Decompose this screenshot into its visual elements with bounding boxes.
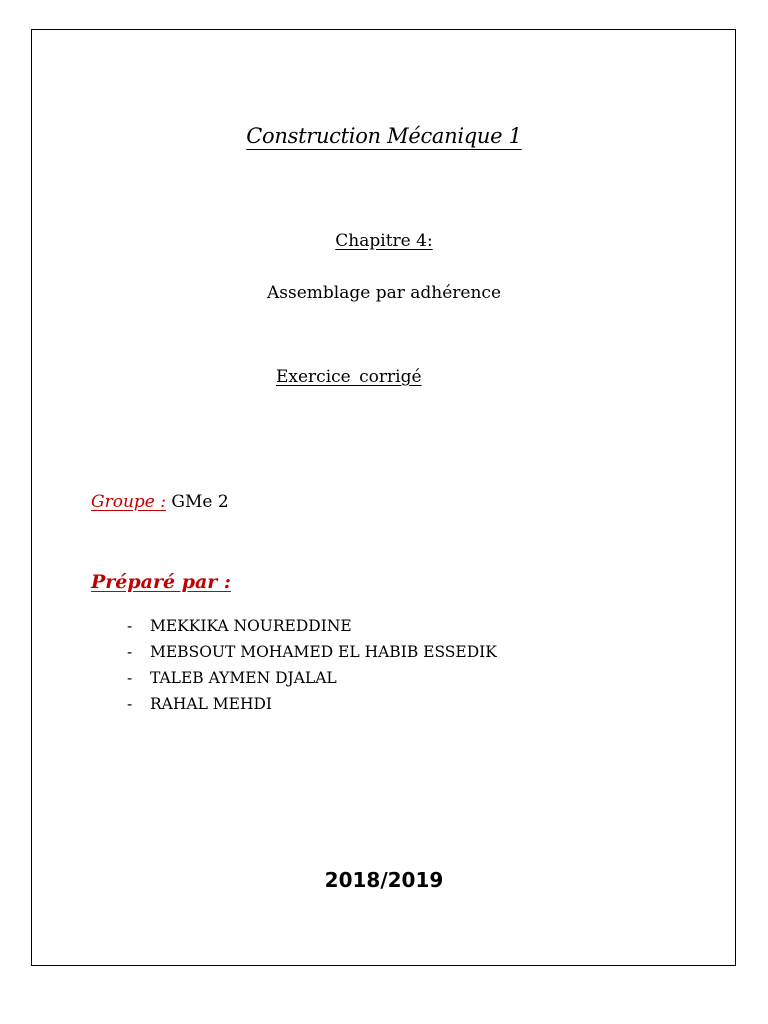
group-label: Groupe : bbox=[91, 492, 166, 512]
list-item bbox=[127, 691, 497, 717]
author-name: RAHAL MEHDI bbox=[150, 695, 273, 713]
list-item bbox=[127, 665, 497, 691]
list-item bbox=[127, 639, 497, 665]
exercise-subtitle: Exercice corrigé bbox=[276, 367, 422, 387]
document-title bbox=[0, 124, 768, 148]
group-line bbox=[91, 492, 229, 512]
prepared-by-label: Préparé par : bbox=[91, 571, 231, 593]
academic-year: 2018/2019 bbox=[324, 868, 444, 892]
list-bullet: - bbox=[127, 669, 133, 687]
chapter-label: Chapitre 4: bbox=[335, 231, 433, 251]
list-bullet: - bbox=[127, 643, 133, 661]
author-name: MEKKIKA NOUREDDINE bbox=[150, 617, 352, 635]
author-list bbox=[127, 613, 497, 717]
chapter-title: Assemblage par adhérence bbox=[267, 283, 501, 303]
author-name: MEBSOUT MOHAMED EL HABIB ESSEDIK bbox=[150, 643, 497, 661]
group-value: GMe 2 bbox=[171, 492, 229, 512]
list-bullet: - bbox=[127, 695, 133, 713]
list-bullet: - bbox=[127, 617, 133, 635]
list-item bbox=[127, 613, 497, 639]
document-title-text: Construction Mécanique 1 bbox=[246, 124, 522, 148]
author-name: TALEB AYMEN DJALAL bbox=[150, 669, 337, 687]
